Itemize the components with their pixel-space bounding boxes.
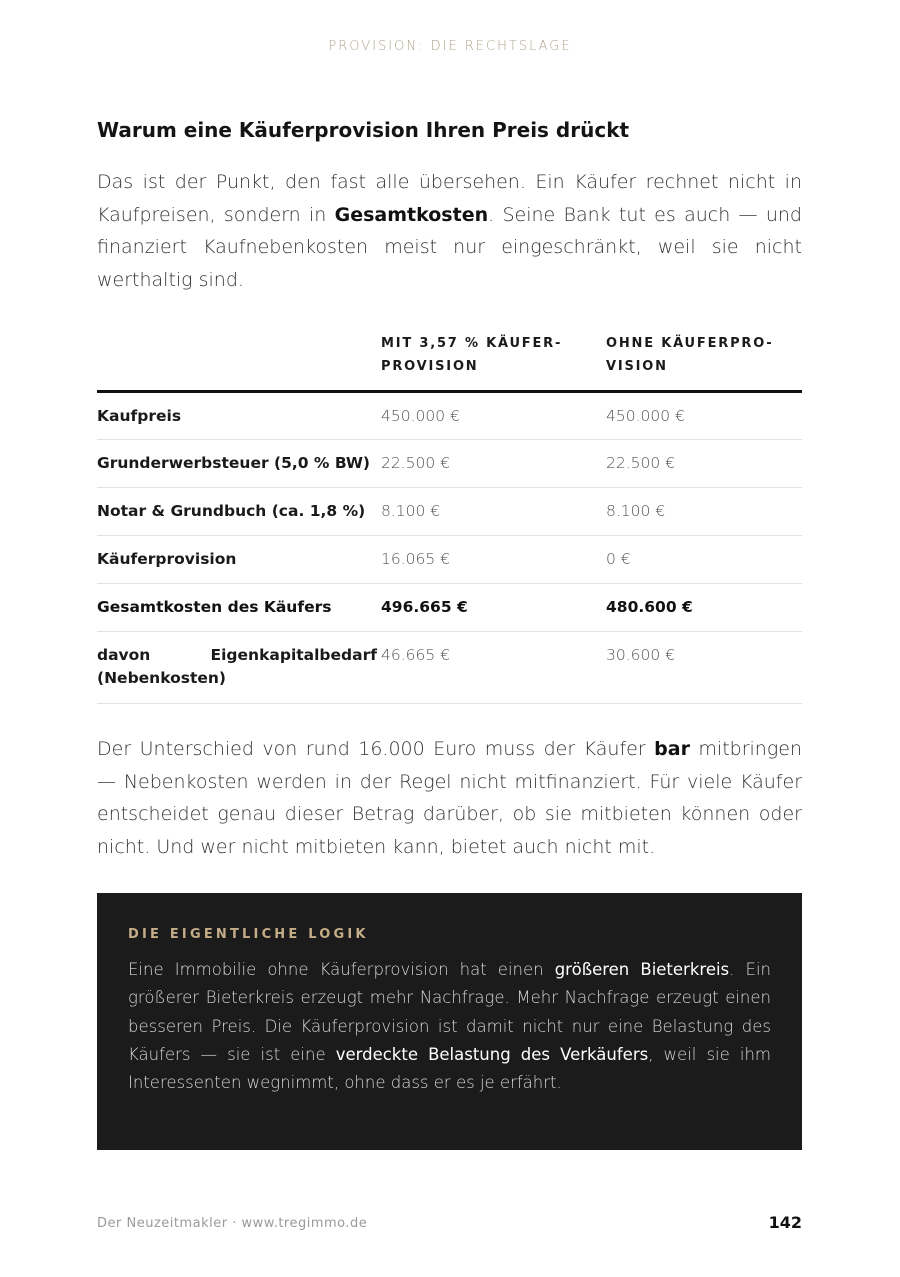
header-label-col	[97, 325, 381, 392]
row-label: Notar & Grundbuch (ca. 1,8 %)	[97, 488, 381, 536]
value-with-provision: 450.000 €	[381, 392, 606, 440]
callout-box	[97, 893, 802, 1150]
after-text-1: Der Unterschied von rund 16.000 Euro muss der Käufer	[97, 738, 655, 760]
callout-text-1: Eine Immobilie ohne Käuferprovision hat einen	[128, 960, 555, 979]
row-label: Kaufpreis	[97, 392, 381, 440]
value-without-provision: 8.100 €	[606, 488, 802, 536]
row-label: Gesamtkosten des Käufers	[97, 584, 381, 632]
callout-title: DIE EIGENTLICHE LOGIK	[128, 927, 369, 942]
table-row	[97, 488, 802, 536]
after-table-paragraph	[97, 733, 802, 863]
footer-source: Der Neuzeitmakler · www.tregimmo.de	[97, 1216, 368, 1231]
value-without-provision: 0 €	[606, 536, 802, 584]
table-row	[97, 632, 802, 704]
value-without-provision: 480.600 €	[606, 584, 802, 632]
intro-paragraph	[97, 166, 802, 296]
value-with-provision: 22.500 €	[381, 440, 606, 488]
header-with-provision: MIT 3,57 % KÄUFER-PROVISION	[381, 325, 606, 392]
intro-emphasis: Gesamtkosten	[334, 203, 489, 226]
running-head: PROVISION: DIE RECHTSLAGE	[328, 39, 572, 54]
value-with-provision: 8.100 €	[381, 488, 606, 536]
value-with-provision: 16.065 €	[381, 536, 606, 584]
value-without-provision: 22.500 €	[606, 440, 802, 488]
callout-emphasis-1: größeren Bieterkreis	[554, 960, 730, 979]
table-row	[97, 536, 802, 584]
table-row-total	[97, 584, 802, 632]
intro-text-1: Das ist der Punkt, den fast alle übersehen. Ein Käufer rechnet nicht in Kaufpreisen, sondern in	[97, 171, 802, 226]
after-emphasis: bar	[654, 738, 690, 760]
header-without-provision: OHNE KÄUFERPRO-VISION	[606, 325, 802, 392]
table-row	[97, 392, 802, 440]
after-text-2: mitbringen — Nebenkosten werden in der Regel nicht mitfinanziert. Für viele Käufer entscheidet genau dieser Betrag darüber, ob sie mitbieten können oder nicht. Und wer nicht mitbieten kann, bietet auch nicht mit.	[97, 738, 802, 858]
row-label: davon Eigenkapitalbedarf (Nebenkosten)	[97, 632, 381, 704]
callout-emphasis-2: verdeckte Belastung des Verkäufers	[335, 1044, 649, 1064]
value-without-provision: 450.000 €	[606, 392, 802, 440]
value-without-provision: 30.600 €	[606, 632, 802, 704]
cost-comparison-table	[97, 325, 802, 704]
page-number: 142	[768, 1213, 802, 1232]
row-label: Grunderwerbsteuer (5,0 % BW)	[97, 440, 381, 488]
intro-text-2: . Seine Bank tut es auch — und finanziert Kaufnebenkosten meist nur eingeschränkt, weil sie nicht werthaltig sind.	[97, 203, 802, 291]
row-label: Käuferprovision	[97, 536, 381, 584]
callout-text-2: . Ein größerer Bieterkreis erzeugt mehr Nachfrage. Mehr Nachfrage erzeugt einen besseren Preis. Die Käuferprovision ist damit nicht nur eine Belastung des Käufers — sie ist eine	[128, 960, 771, 1064]
callout-text	[128, 956, 771, 1097]
callout-text-3: , weil sie ihm Interessenten wegnimmt, ohne dass er es je erfährt.	[128, 1044, 771, 1093]
section-title: Warum eine Käuferprovision Ihren Preis drückt	[97, 118, 630, 142]
value-with-provision: 46.665 €	[381, 632, 606, 704]
table-row	[97, 440, 802, 488]
value-with-provision: 496.665 €	[381, 584, 606, 632]
table-header-row	[97, 325, 802, 392]
